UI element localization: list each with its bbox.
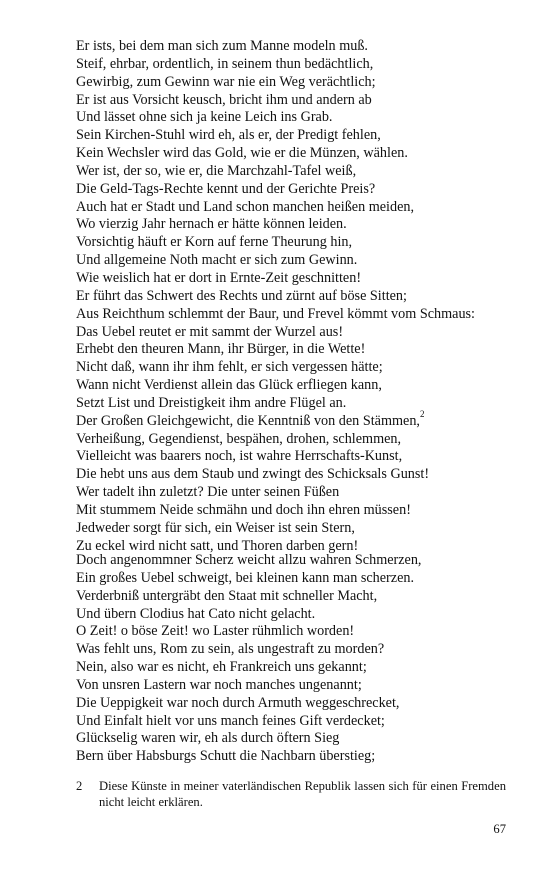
poem-line: Steif, ehrbar, ordentlich, in seinem thun bedächtlich,: [76, 55, 374, 72]
poem-line: Jedweder sorgt für sich, ein Weiser ist sein Stern,: [76, 519, 355, 536]
poem-line: Gewirbig, zum Gewinn war nie ein Weg verächtlich;: [76, 73, 376, 90]
poem-line: Bern über Habsburgs Schutt die Nachbarn überstieg;: [76, 748, 376, 765]
poem-line: Wo vierzig Jahr hernach er hätte können leiden.: [76, 216, 347, 233]
poem-line: Glückselig waren wir, eh als durch öftern Sieg: [76, 730, 340, 747]
poem-line: Vorsichtig häuft er Korn auf ferne Theurung hin,: [76, 234, 353, 251]
poem-line: Er ists, bei dem man sich zum Manne modeln muß.: [76, 38, 368, 54]
poem-line: Zu eckel wird nicht satt, und Thoren darben gern!: [76, 537, 359, 554]
poem-line: Ein großes Uebel schweigt, bei kleinen kann man scherzen.: [76, 569, 415, 586]
poem-line: Das Uebel reutet er mit sammt der Wurzel aus!: [76, 323, 344, 340]
poem-line: Die hebt uns aus dem Staub und zwingt des Schicksals Gunst!: [76, 466, 430, 483]
poem-line: Wie weislich hat er dort in Ernte-Zeit geschnitten!: [76, 269, 362, 286]
poem-line: Er ist aus Vorsicht keusch, bricht ihm und andern ab: [76, 91, 372, 108]
poem-line: Wann nicht Verdienst allein das Glück erfliegen kann,: [76, 377, 382, 394]
poem-line: Und lässet ohne sich ja keine Leich ins Grab.: [76, 109, 333, 126]
footnote: [76, 778, 506, 810]
poem-line: Und allgemeine Noth macht er sich zum Gewinn.: [76, 252, 358, 269]
poem-line: Von unsren Lastern war noch manches ungenannt;: [76, 676, 362, 693]
poem-line: Wer ist, der so, wie er, die Marchzahl-Tafel weiß,: [76, 162, 357, 179]
poem-line: Verheißung, Gegendienst, bespähen, drohen, schlemmen,: [76, 430, 402, 447]
poem-line: Und übern Clodius hat Cato nicht gelacht.: [76, 605, 316, 622]
poem-line: Auch hat er Stadt und Land schon manchen heißen meiden,: [76, 198, 415, 215]
poem-line: Mit stummem Neide schmähn und doch ihn ehren müssen!: [76, 501, 411, 518]
poem-line: Sein Kirchen-Stuhl wird eh, als er, der Predigt fehlen,: [76, 127, 381, 144]
poem-line: Doch angenommner Scherz weicht allzu wahren Schmerzen,: [76, 552, 422, 568]
footnote-reference: 2: [419, 408, 425, 419]
footnote-text: Diese Künste in meiner vaterländischen Republik lassen sich für einen Fremden nicht leicht erklären.: [99, 779, 506, 809]
page-number: 67: [493, 822, 506, 836]
poem-stanza-2: [76, 552, 516, 766]
poem-line: Wer tadelt ihn zuletzt? Die unter seinen Füßen: [76, 484, 340, 501]
poem-line: Nicht daß, wann ihr ihm fehlt, er sich vergessen hätte;: [76, 359, 383, 376]
poem-line: Vielleicht was baarers noch, ist wahre Herrschafts-Kunst,: [76, 448, 403, 465]
poem-line: Setzt List und Dreistigkeit ihm andre Flügel an.: [76, 394, 347, 411]
poem-line: O Zeit! o böse Zeit! wo Laster rühmlich worden!: [76, 623, 355, 640]
poem-line: Was fehlt uns, Rom zu sein, als ungestraft zu morden?: [76, 641, 385, 658]
poem-line: Nein, also war es nicht, eh Frankreich uns gekannt;: [76, 659, 367, 676]
poem-line: Die Ueppigkeit war noch durch Armuth weggeschrecket,: [76, 694, 400, 711]
poem-line-text: Der Großen Gleichgewicht, die Kenntniß von den Stämmen,: [76, 412, 420, 429]
poem-stanza-1: [76, 38, 516, 555]
poem-line: Die Geld-Tags-Rechte kennt und der Gerichte Preis?: [76, 180, 376, 197]
footnote-number: 2: [76, 779, 83, 793]
poem-line: Erhebt den theuren Mann, ihr Bürger, in die Wette!: [76, 341, 366, 358]
poem-line-with-footnote: [76, 408, 516, 431]
poem-line: Und Einfalt hielt vor uns manch feines Gift verdecket;: [76, 712, 385, 729]
poem-line: Aus Reichthum schlemmt der Baur, und Frevel kömmt vom Schmaus:: [76, 305, 475, 322]
poem-line: Kein Wechsler wird das Gold, wie er die Münzen, wählen.: [76, 145, 408, 162]
poem-line: Verderbniß untergräbt den Staat mit schneller Macht,: [76, 587, 378, 604]
poem-line: Er führt das Schwert des Rechts und zürnt auf böse Sitten;: [76, 287, 407, 304]
